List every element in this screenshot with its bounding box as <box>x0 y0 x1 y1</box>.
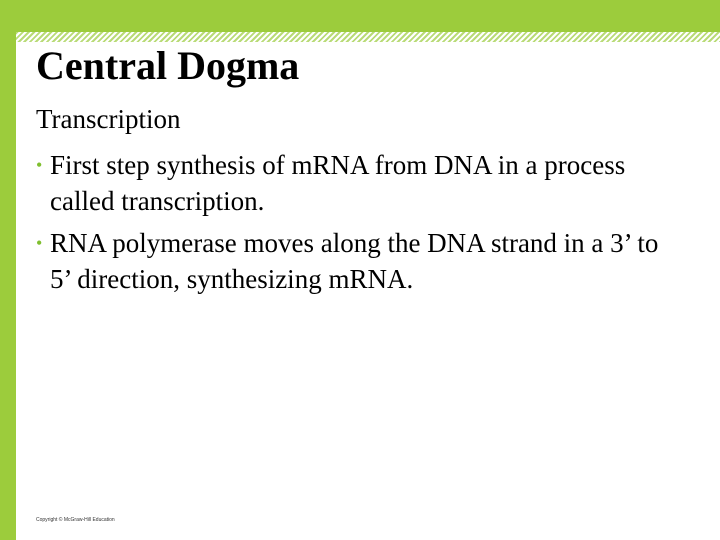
bullet-item <box>36 225 676 297</box>
section-heading: Transcription <box>36 104 181 134</box>
copyright-footer: Copyright © McGraw-Hill Education <box>36 517 115 523</box>
bullet-icon: • <box>36 155 43 175</box>
bullet-icon: • <box>36 233 43 253</box>
bullet-list <box>36 147 676 303</box>
bullet-item <box>36 147 676 219</box>
bullet-text: First step synthesis of mRNA from DNA in a process called transcription. <box>50 150 626 216</box>
slide-title: Central Dogma <box>36 43 300 88</box>
bullet-text: RNA polymerase moves along the DNA strand in a 3’ to 5’ direction, synthesizing mRNA. <box>50 228 659 294</box>
